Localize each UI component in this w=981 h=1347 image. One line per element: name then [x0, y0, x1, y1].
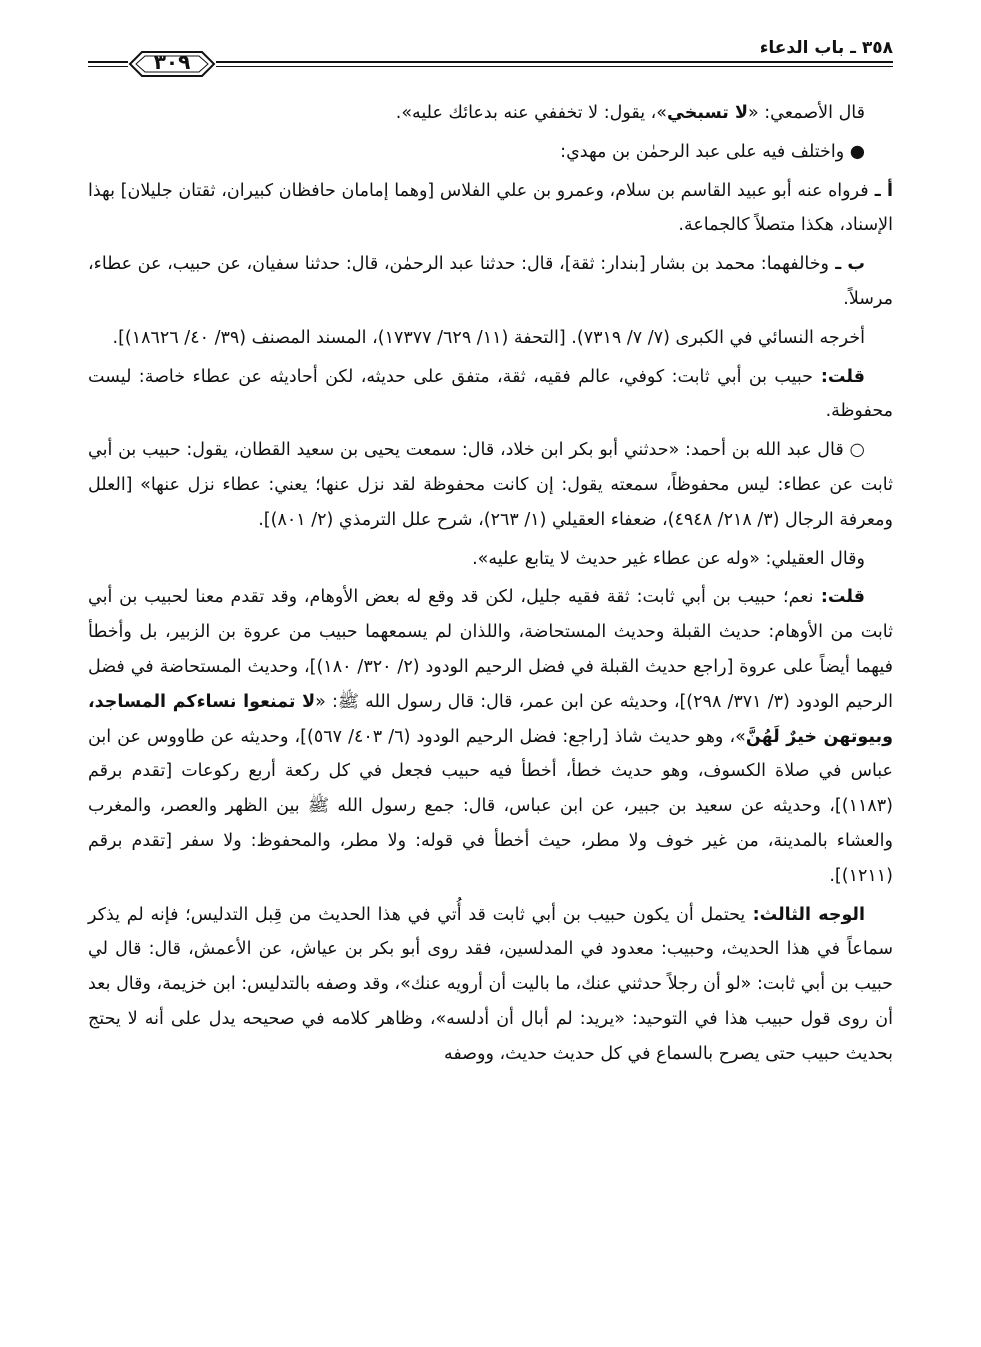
- paragraph: [88, 542, 893, 577]
- page-body: [88, 96, 893, 1076]
- text-segment: وخالفهما: محمد بن بشار [بندار: ثقة]، قال: حدثنا عبد الرحمٰن، قال: حدثنا سفيان، عن حبيب، عن عطاء، مرسلاً.: [88, 254, 893, 309]
- text-segment: »، وهو حديث شاذ [راجع: فضل الرحيم الودود (٦/ ٤٠٣/ ٥٦٧)]، وحديثه عن طاووس عن ابن عباس في صلاة الكسوف، وهو حديث خطأ، أخطأ فيه حبيب فجعل في كل ركعة أربع ركوعات [تقدم برقم (١١٨٣)]، وحديثه عن سعيد بن جبير، عن ابن عباس، قال: جمع رسول الله ﷺ بين الظهر والعصر، والمغرب والعشاء بالمدينة، من غير خوف ولا مطر، حيث أخطأ في قوله: ولا مطر، والمحفوظ: ولا سفر [تقدم برقم (١٢١١)].: [88, 726, 893, 886]
- text-segment: قال عبد الله بن أحمد: «حدثني أبو بكر ابن خلاد، قال: سمعت يحيى بن سعيد القطان، يقول: حبيب بن أبي ثابت عن عطاء: ليس محفوظاً، سمعته يقول: إن كانت محفوظة لقد نزل عنها؛ يعني: عطاء نزل عنها» [العلل ومعرفة الرجال (٣/ ٢١٨/ ٤٩٤٨)، ضعفاء العقيلي (١/ ٢٦٣)، شرح علل الترمذي (٢/ ٨٠١)].: [88, 440, 893, 530]
- text-segment: واختلف فيه على عبد الرحمٰن بن مهدي:: [560, 141, 845, 162]
- page-header: [88, 34, 893, 84]
- running-title: ٣٥٨ ـ باب الدعاء: [759, 38, 893, 58]
- header-rule: [216, 61, 893, 63]
- text-segment: »، يقول: لا تخففي عنه بدعائك عليه».: [395, 103, 668, 123]
- bold-text-segment: أ ـ: [868, 180, 893, 201]
- paragraph: [88, 580, 893, 893]
- paragraph: [88, 174, 893, 244]
- header-rule: [88, 66, 128, 67]
- text-segment: وقال العقيلي: «وله عن عطاء غير حديث لا يتابع عليه».: [472, 548, 865, 569]
- bold-text-segment: الوجه الثالث:: [745, 904, 865, 925]
- paragraph: [88, 898, 893, 1072]
- paragraph: [88, 135, 893, 170]
- bold-text-segment: قلت:: [812, 366, 866, 387]
- text-segment: نعم؛ حبيب بن أبي ثابت: ثقة فقيه جليل، لكن قد وقع له بعض الأوهام، وقد تقدم معنا لحبيب بن أبي ثابت من الأوهام: حديث القبلة وحديث المستحاضة، واللذان لم يسمعهما حبيب من عروة بن الزبير، بل وأخطأ فيهما أيضاً على عروة [راجع حديث القبلة في فضل الرحيم الودود (٢/ ٣٢٠/ ١٨٠)]، وحديث المستحاضة في فضل الرحيم الودود (٣/ ٣٧١/ ٢٩٨)]، وحديثه عن ابن عمر، قال: قال رسول الله ﷺ: «: [88, 587, 893, 712]
- page-number-frame: [128, 46, 216, 82]
- paragraph: [88, 433, 893, 537]
- text-segment: ○: [843, 440, 865, 461]
- bold-text-segment: لا تمنعوا نساءكم المساجد، وبيوتهن خيرٌ لَهُنَّ: [88, 691, 893, 747]
- text-segment: فرواه عنه أبو عبيد القاسم بن سلام، وعمرو بن علي الفلاس [وهما إمامان حافظان كبيران، ثقتان جليلان] بهذا الإسناد، هكذا متصلاً كالجماعة.: [88, 180, 893, 236]
- page-number: ٣٠٩: [153, 50, 191, 74]
- paragraph: [88, 360, 893, 430]
- text-segment: يحتمل أن يكون حبيب بن أبي ثابت قد أُتي في هذا الحديث من قِبل التدليس؛ فإنه لم يذكر سماعاً في هذا الحديث، وحبيب: معدود في المدلسين، فقد روى أبو بكر بن عياش، عن الأعمش، قال: قال لي حبيب بن أبي ثابت: «لو أن رجلاً حدثني عنك، ما باليت أن أرويه عنك»، وقد وصفه بالتدليس: ابن خزيمة، وقال بعد أن روى قول حبيب هذا في التوحيد: «يريد: لم أبال أن أدلسه»، وظاهر كلامه في صحيحه يدل على أنه لا يحتج بحديث حبيب حتى يصرح بالسماع في كل حديث حديث، ووصفه: [88, 904, 893, 1064]
- paragraph: [88, 321, 893, 356]
- bold-text-segment: ب ـ: [829, 254, 865, 275]
- text-segment: حبيب بن أبي ثابت: كوفي، عالم فقيه، ثقة، متفق على حديثه، لكن أحاديثه عن عطاء خاصة: ليست محفوظة.: [88, 366, 893, 422]
- text-segment: ●: [844, 141, 865, 162]
- header-rule: [216, 66, 893, 67]
- bold-text-segment: قلت:: [813, 587, 865, 608]
- text-segment: قال الأصمعي: «: [748, 103, 865, 123]
- bold-text-segment: لا تسبخي: [667, 103, 748, 123]
- text-segment: أخرجه النسائي في الكبرى (٧/ ٧/ ٧٣١٩). [التحفة (١١/ ٦٢٩/ ١٧٣٧٧)، المسند المصنف (٣٩/ ٤٠/ ١٨٦٢٦)].: [112, 327, 865, 348]
- paragraph: [88, 96, 893, 131]
- header-rule: [88, 61, 128, 63]
- paragraph: [88, 247, 893, 317]
